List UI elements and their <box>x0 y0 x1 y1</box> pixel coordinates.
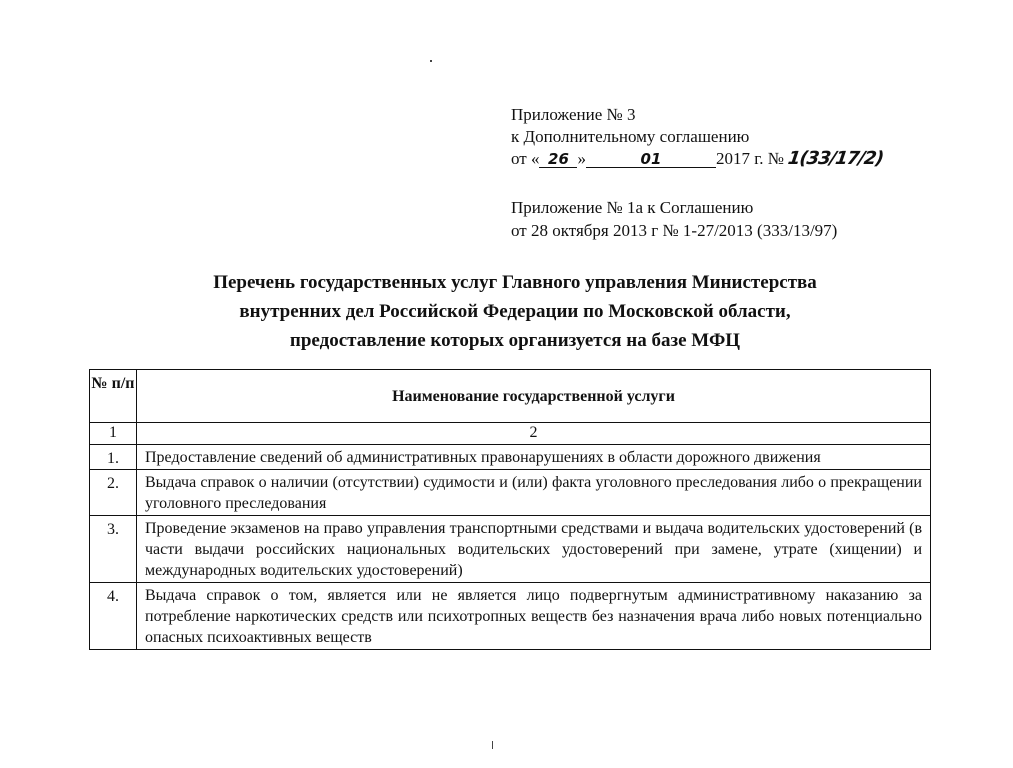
row-number: 1. <box>90 445 137 470</box>
title-line-3: предоставление которых организуется на базе МФЦ <box>289 330 741 351</box>
agreement-label: к Дополнительному соглашению <box>511 127 750 146</box>
table-index-row <box>90 423 931 445</box>
row-number: 4. <box>90 583 137 650</box>
row-service-name: Выдача справок о том, является или не является лицо подвергнутым административному наказанию за потребление наркотических средств или психотропных веществ без назначения врача либо новых потенциально опасных психоактивных веществ <box>137 583 931 650</box>
scan-speck <box>492 741 493 749</box>
row-service-name: Проведение экзаменов на право управления транспортными средствами и выдача водительских удостоверений (в части выдачи российских национальных водительских удостоверений при замене, утрате (хищении) и международных водительских удостоверений) <box>137 516 931 583</box>
document-title <box>100 268 930 355</box>
date-prefix: от « <box>511 149 540 168</box>
column-header-number: № п/п <box>90 370 137 423</box>
agreement-date-line <box>511 148 883 170</box>
title-line-2: внутренних дел Российской Федерации по Московской области, <box>239 301 791 322</box>
handwritten-number: 1(33/17/2) <box>786 148 885 169</box>
appendix2-reference: от 28 октября 2013 г № 1-27/2013 (333/13/97) <box>511 221 838 240</box>
row-number: 3. <box>90 516 137 583</box>
year-text: 2017 г. № <box>715 149 784 168</box>
table-row <box>90 445 931 470</box>
scan-speck <box>430 60 432 62</box>
column-header-name: Наименование государственной услуги <box>137 370 931 423</box>
table-header-row <box>90 370 931 423</box>
appendix-label: Приложение № 3 <box>511 105 636 124</box>
date-month-field: 01 <box>586 151 716 168</box>
row-number: 2. <box>90 470 137 516</box>
services-table <box>89 369 931 650</box>
date-mid: » <box>577 149 586 168</box>
title-line-1: Перечень государственных услуг Главного управления Министерства <box>213 272 817 293</box>
row-service-name: Предоставление сведений об административных правонарушениях в области дорожного движения <box>137 445 931 470</box>
appendix2-label: Приложение № 1а к Соглашению <box>511 198 754 217</box>
index-cell-1: 1 <box>90 423 137 445</box>
table-row <box>90 583 931 650</box>
index-cell-2: 2 <box>137 423 931 445</box>
date-day-field: 26 <box>539 151 577 168</box>
row-service-name: Выдача справок о наличии (отсутствии) судимости и (или) факта уголовного преследования либо о прекращении уголовного преследования <box>137 470 931 516</box>
table-row <box>90 470 931 516</box>
table-row <box>90 516 931 583</box>
